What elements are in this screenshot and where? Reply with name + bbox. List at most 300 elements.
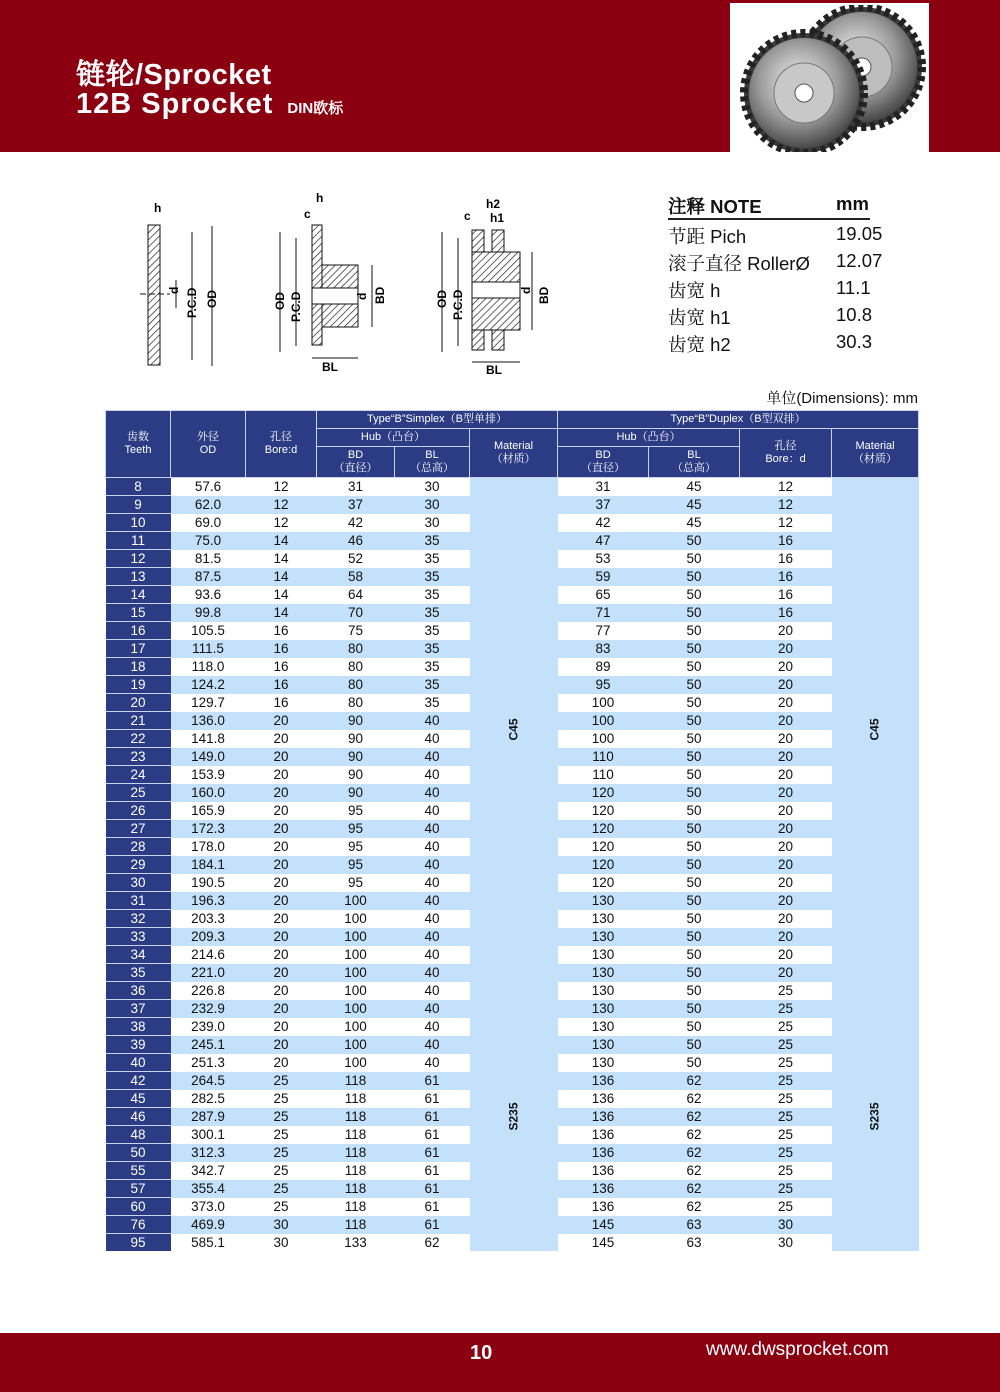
cell-teeth: 57 <box>106 1180 171 1198</box>
cell-od: 214.6 <box>171 946 246 964</box>
cell-bore: 20 <box>246 730 317 748</box>
cell-simplex-bd: 80 <box>317 676 395 694</box>
cell-simplex-bl: 35 <box>395 622 470 640</box>
cell-material-duplex <box>832 478 919 982</box>
cell-duplex-bore: 20 <box>740 964 832 982</box>
cell-simplex-bd: 90 <box>317 730 395 748</box>
cell-simplex-bl: 61 <box>395 1108 470 1126</box>
cell-simplex-bl: 40 <box>395 838 470 856</box>
note-row: 齿宽 h1 10.8 <box>668 304 873 328</box>
cell-bore: 20 <box>246 1018 317 1036</box>
cell-simplex-bl: 35 <box>395 568 470 586</box>
cell-duplex-bd: 71 <box>558 604 649 622</box>
cell-bore: 20 <box>246 1036 317 1054</box>
note-title: 注释 NOTE <box>668 196 762 217</box>
cell-duplex-bl: 63 <box>649 1234 740 1252</box>
cell-duplex-bl: 62 <box>649 1126 740 1144</box>
cell-duplex-bd: 47 <box>558 532 649 550</box>
cell-simplex-bd: 95 <box>317 856 395 874</box>
cell-simplex-bd: 100 <box>317 946 395 964</box>
cell-simplex-bl: 40 <box>395 748 470 766</box>
cell-duplex-bore: 25 <box>740 1108 832 1126</box>
cell-simplex-bl: 61 <box>395 1198 470 1216</box>
cell-teeth: 25 <box>106 784 171 802</box>
cell-material-simplex <box>470 982 558 1252</box>
plate-diagram <box>140 201 219 366</box>
cell-duplex-bore: 20 <box>740 676 832 694</box>
cell-duplex-bl: 50 <box>649 1054 740 1072</box>
cell-teeth: 8 <box>106 478 171 496</box>
cell-duplex-bore: 20 <box>740 712 832 730</box>
cell-od: 312.3 <box>171 1144 246 1162</box>
material-label: S235 <box>506 1102 521 1131</box>
cell-teeth: 23 <box>106 748 171 766</box>
cell-duplex-bl: 50 <box>649 766 740 784</box>
cell-bore: 25 <box>246 1108 317 1126</box>
cell-duplex-bd: 120 <box>558 802 649 820</box>
cell-bore: 20 <box>246 910 317 928</box>
label-od-3: OD <box>435 290 449 308</box>
cell-duplex-bore: 25 <box>740 982 832 1000</box>
cell-bore: 12 <box>246 478 317 496</box>
cell-teeth: 50 <box>106 1144 171 1162</box>
cell-simplex-bd: 75 <box>317 622 395 640</box>
cell-od: 57.6 <box>171 478 246 496</box>
cell-teeth: 37 <box>106 1000 171 1018</box>
cell-simplex-bd: 100 <box>317 910 395 928</box>
cell-simplex-bl: 30 <box>395 478 470 496</box>
cell-duplex-bd: 136 <box>558 1144 649 1162</box>
cell-teeth: 28 <box>106 838 171 856</box>
cell-duplex-bd: 136 <box>558 1126 649 1144</box>
cell-bore: 25 <box>246 1072 317 1090</box>
cell-teeth: 18 <box>106 658 171 676</box>
cell-teeth: 34 <box>106 946 171 964</box>
cell-od: 264.5 <box>171 1072 246 1090</box>
cell-duplex-bore: 25 <box>740 1144 832 1162</box>
cell-simplex-bd: 42 <box>317 514 395 532</box>
cell-bore: 20 <box>246 748 317 766</box>
header-bore-2: 孔径 Bore：d <box>740 429 832 478</box>
cell-simplex-bd: 95 <box>317 838 395 856</box>
cell-duplex-bd: 100 <box>558 730 649 748</box>
cell-bore: 14 <box>246 550 317 568</box>
cell-simplex-bd: 100 <box>317 1036 395 1054</box>
cell-duplex-bore: 12 <box>740 478 832 496</box>
cell-simplex-bl: 35 <box>395 586 470 604</box>
cell-od: 129.7 <box>171 694 246 712</box>
cell-duplex-bore: 20 <box>740 802 832 820</box>
cell-simplex-bd: 95 <box>317 874 395 892</box>
cell-od: 287.9 <box>171 1108 246 1126</box>
cell-simplex-bl: 40 <box>395 820 470 838</box>
cell-duplex-bd: 31 <box>558 478 649 496</box>
cell-od: 81.5 <box>171 550 246 568</box>
cell-duplex-bd: 136 <box>558 1090 649 1108</box>
cell-simplex-bl: 35 <box>395 532 470 550</box>
spec-table-body <box>106 478 919 1252</box>
cell-bore: 16 <box>246 640 317 658</box>
label-bl: BL <box>322 360 338 374</box>
cell-teeth: 40 <box>106 1054 171 1072</box>
header-hub: Hub（凸台） <box>317 429 470 447</box>
cell-duplex-bl: 50 <box>649 964 740 982</box>
cell-simplex-bd: 100 <box>317 1000 395 1018</box>
cell-simplex-bd: 31 <box>317 478 395 496</box>
cell-bore: 25 <box>246 1090 317 1108</box>
cell-duplex-bl: 50 <box>649 892 740 910</box>
cell-simplex-bd: 90 <box>317 784 395 802</box>
label-od-2: OD <box>273 292 287 310</box>
cell-simplex-bl: 40 <box>395 766 470 784</box>
cell-duplex-bl: 62 <box>649 1144 740 1162</box>
cell-duplex-bore: 16 <box>740 550 832 568</box>
cell-simplex-bl: 40 <box>395 982 470 1000</box>
cell-simplex-bl: 35 <box>395 550 470 568</box>
cell-simplex-bd: 100 <box>317 928 395 946</box>
cell-duplex-bd: 130 <box>558 1000 649 1018</box>
page-title: 链轮/Sprocket <box>76 59 272 91</box>
cell-duplex-bore: 25 <box>740 1126 832 1144</box>
table-row <box>106 982 919 1000</box>
cell-simplex-bd: 118 <box>317 1162 395 1180</box>
cell-od: 190.5 <box>171 874 246 892</box>
cell-duplex-bd: 120 <box>558 784 649 802</box>
cell-duplex-bl: 50 <box>649 874 740 892</box>
cell-bore: 20 <box>246 964 317 982</box>
cell-duplex-bore: 20 <box>740 730 832 748</box>
cell-teeth: 45 <box>106 1090 171 1108</box>
cell-teeth: 33 <box>106 928 171 946</box>
cell-duplex-bd: 130 <box>558 964 649 982</box>
cell-simplex-bd: 95 <box>317 802 395 820</box>
cell-duplex-bl: 50 <box>649 1000 740 1018</box>
cell-duplex-bore: 20 <box>740 856 832 874</box>
cell-simplex-bd: 46 <box>317 532 395 550</box>
note-row: 滚子直径 RollerØ 12.07 <box>668 250 883 274</box>
header-simplex: Type“B”Simplex（B型单排） <box>317 411 558 429</box>
cell-duplex-bl: 50 <box>649 1018 740 1036</box>
cell-bore: 30 <box>246 1234 317 1252</box>
cell-duplex-bl: 50 <box>649 676 740 694</box>
standard-label: DIN欧标 <box>287 100 344 117</box>
note-row: 齿宽 h 11.1 <box>668 277 871 301</box>
cell-duplex-bl: 45 <box>649 478 740 496</box>
cell-bore: 20 <box>246 856 317 874</box>
cell-duplex-bl: 45 <box>649 496 740 514</box>
cell-simplex-bd: 100 <box>317 1054 395 1072</box>
cell-duplex-bl: 45 <box>649 514 740 532</box>
cell-od: 226.8 <box>171 982 246 1000</box>
material-label: C45 <box>506 718 521 741</box>
cell-duplex-bore: 25 <box>740 1036 832 1054</box>
cell-od: 124.2 <box>171 676 246 694</box>
cell-simplex-bl: 40 <box>395 1018 470 1036</box>
cell-duplex-bd: 120 <box>558 820 649 838</box>
cell-duplex-bore: 20 <box>740 766 832 784</box>
header-material-2: Material （材质） <box>832 429 919 478</box>
cell-duplex-bl: 62 <box>649 1162 740 1180</box>
cell-teeth: 12 <box>106 550 171 568</box>
cell-simplex-bl: 40 <box>395 910 470 928</box>
cell-od: 165.9 <box>171 802 246 820</box>
cell-duplex-bd: 110 <box>558 748 649 766</box>
cell-duplex-bd: 136 <box>558 1108 649 1126</box>
cell-duplex-bore: 20 <box>740 622 832 640</box>
hub-duplex-diagram <box>435 197 551 377</box>
header-bd-2: BD （直径） <box>558 447 649 478</box>
cell-simplex-bd: 100 <box>317 1018 395 1036</box>
cell-simplex-bl: 61 <box>395 1090 470 1108</box>
cell-teeth: 46 <box>106 1108 171 1126</box>
cell-simplex-bd: 118 <box>317 1180 395 1198</box>
cell-od: 282.5 <box>171 1090 246 1108</box>
cell-teeth: 24 <box>106 766 171 784</box>
cell-simplex-bl: 35 <box>395 640 470 658</box>
cell-simplex-bl: 40 <box>395 928 470 946</box>
cell-duplex-bl: 50 <box>649 928 740 946</box>
cell-duplex-bl: 62 <box>649 1198 740 1216</box>
cell-duplex-bore: 20 <box>740 658 832 676</box>
label-h2: h2 <box>486 197 501 211</box>
cell-duplex-bd: 95 <box>558 676 649 694</box>
cell-bore: 25 <box>246 1180 317 1198</box>
cell-duplex-bd: 136 <box>558 1198 649 1216</box>
website: www.dwsprocket.com <box>706 1339 889 1360</box>
cell-bore: 14 <box>246 586 317 604</box>
cell-duplex-bd: 65 <box>558 586 649 604</box>
cell-simplex-bd: 95 <box>317 820 395 838</box>
cell-simplex-bl: 40 <box>395 1000 470 1018</box>
cell-teeth: 13 <box>106 568 171 586</box>
label-bd: BD <box>373 286 387 304</box>
cell-duplex-bl: 62 <box>649 1072 740 1090</box>
cell-simplex-bd: 133 <box>317 1234 395 1252</box>
header-duplex: Type“B”Duplex（B型双排） <box>558 411 919 429</box>
cell-teeth: 17 <box>106 640 171 658</box>
cell-duplex-bd: 130 <box>558 910 649 928</box>
cell-duplex-bd: 130 <box>558 982 649 1000</box>
cell-bore: 20 <box>246 1054 317 1072</box>
cell-duplex-bore: 30 <box>740 1216 832 1234</box>
cell-simplex-bl: 61 <box>395 1162 470 1180</box>
cell-teeth: 36 <box>106 982 171 1000</box>
cell-od: 160.0 <box>171 784 246 802</box>
cell-bore: 14 <box>246 568 317 586</box>
note-header <box>668 193 870 220</box>
cell-duplex-bore: 20 <box>740 928 832 946</box>
cell-teeth: 15 <box>106 604 171 622</box>
cell-duplex-bd: 136 <box>558 1072 649 1090</box>
label-h1: h1 <box>490 211 505 225</box>
header-bl: BL （总高） <box>395 447 470 478</box>
cell-teeth: 32 <box>106 910 171 928</box>
cell-bore: 20 <box>246 766 317 784</box>
cell-simplex-bl: 35 <box>395 676 470 694</box>
header-hub-2: Hub（凸台） <box>558 429 740 447</box>
label-h-2: h <box>316 191 324 205</box>
cell-duplex-bl: 50 <box>649 712 740 730</box>
cell-duplex-bl: 50 <box>649 550 740 568</box>
cell-duplex-bd: 130 <box>558 928 649 946</box>
hub-simplex-diagram <box>273 191 387 374</box>
cell-simplex-bl: 30 <box>395 514 470 532</box>
cell-duplex-bore: 16 <box>740 568 832 586</box>
cell-simplex-bl: 61 <box>395 1180 470 1198</box>
cell-duplex-bl: 50 <box>649 946 740 964</box>
cell-simplex-bl: 35 <box>395 658 470 676</box>
cell-simplex-bd: 118 <box>317 1072 395 1090</box>
cell-simplex-bl: 61 <box>395 1144 470 1162</box>
cell-teeth: 11 <box>106 532 171 550</box>
cell-duplex-bl: 50 <box>649 730 740 748</box>
cell-duplex-bl: 50 <box>649 694 740 712</box>
cell-teeth: 26 <box>106 802 171 820</box>
cell-duplex-bl: 50 <box>649 838 740 856</box>
cell-bore: 20 <box>246 802 317 820</box>
cell-duplex-bore: 30 <box>740 1234 832 1252</box>
cell-bore: 14 <box>246 532 317 550</box>
cell-simplex-bd: 118 <box>317 1144 395 1162</box>
cell-duplex-bore: 25 <box>740 1000 832 1018</box>
cell-duplex-bore: 25 <box>740 1180 832 1198</box>
cell-teeth: 10 <box>106 514 171 532</box>
cell-od: 196.3 <box>171 892 246 910</box>
cell-simplex-bd: 80 <box>317 640 395 658</box>
cell-duplex-bl: 50 <box>649 586 740 604</box>
cell-od: 342.7 <box>171 1162 246 1180</box>
cell-duplex-bd: 37 <box>558 496 649 514</box>
cell-simplex-bd: 58 <box>317 568 395 586</box>
note-panel <box>668 193 908 358</box>
cell-simplex-bd: 118 <box>317 1108 395 1126</box>
cell-duplex-bl: 50 <box>649 622 740 640</box>
cell-duplex-bd: 100 <box>558 712 649 730</box>
cell-duplex-bl: 62 <box>649 1108 740 1126</box>
cell-duplex-bd: 145 <box>558 1216 649 1234</box>
cell-duplex-bore: 20 <box>740 874 832 892</box>
cell-bore: 14 <box>246 604 317 622</box>
cell-teeth: 20 <box>106 694 171 712</box>
cell-simplex-bd: 118 <box>317 1126 395 1144</box>
cell-simplex-bl: 40 <box>395 712 470 730</box>
header-bore: 孔径 Bore:d <box>246 411 317 478</box>
header-bl-2: BL （总高） <box>649 447 740 478</box>
cell-simplex-bd: 70 <box>317 604 395 622</box>
label-c-2: c <box>464 209 471 223</box>
cell-teeth: 42 <box>106 1072 171 1090</box>
cell-simplex-bd: 52 <box>317 550 395 568</box>
cell-duplex-bd: 120 <box>558 874 649 892</box>
cell-teeth: 39 <box>106 1036 171 1054</box>
cell-duplex-bore: 20 <box>740 820 832 838</box>
cell-teeth: 60 <box>106 1198 171 1216</box>
cell-duplex-bore: 12 <box>740 496 832 514</box>
label-d: d <box>167 286 181 294</box>
page-subtitle: 12B Sprocket DIN欧标 <box>76 88 344 120</box>
cell-simplex-bl: 40 <box>395 874 470 892</box>
label-pcd-2: P.C.D <box>289 291 303 322</box>
cell-simplex-bl: 40 <box>395 1036 470 1054</box>
cell-simplex-bd: 90 <box>317 766 395 784</box>
cell-bore: 20 <box>246 712 317 730</box>
cell-duplex-bd: 83 <box>558 640 649 658</box>
cell-simplex-bd: 37 <box>317 496 395 514</box>
label-bl-2: BL <box>486 363 502 377</box>
cell-duplex-bd: 120 <box>558 838 649 856</box>
cell-simplex-bl: 62 <box>395 1234 470 1252</box>
cell-duplex-bl: 50 <box>649 784 740 802</box>
cell-teeth: 29 <box>106 856 171 874</box>
cell-duplex-bd: 130 <box>558 892 649 910</box>
cell-simplex-bd: 118 <box>317 1216 395 1234</box>
cell-od: 178.0 <box>171 838 246 856</box>
cell-bore: 16 <box>246 694 317 712</box>
cell-teeth: 14 <box>106 586 171 604</box>
cell-od: 87.5 <box>171 568 246 586</box>
label-od: OD <box>205 290 219 308</box>
cell-duplex-bd: 110 <box>558 766 649 784</box>
cell-od: 221.0 <box>171 964 246 982</box>
cell-duplex-bore: 20 <box>740 748 832 766</box>
cell-material-duplex <box>832 982 919 1252</box>
cell-duplex-bore: 25 <box>740 1162 832 1180</box>
cell-teeth: 35 <box>106 964 171 982</box>
cell-simplex-bl: 40 <box>395 784 470 802</box>
cell-teeth: 30 <box>106 874 171 892</box>
cell-teeth: 38 <box>106 1018 171 1036</box>
cell-bore: 20 <box>246 784 317 802</box>
cell-duplex-bd: 136 <box>558 1180 649 1198</box>
cell-simplex-bl: 35 <box>395 604 470 622</box>
note-unit: mm <box>836 193 869 214</box>
cell-duplex-bore: 20 <box>740 946 832 964</box>
cell-duplex-bore: 16 <box>740 586 832 604</box>
cell-teeth: 48 <box>106 1126 171 1144</box>
cell-duplex-bl: 50 <box>649 748 740 766</box>
cell-simplex-bd: 90 <box>317 712 395 730</box>
cell-duplex-bl: 50 <box>649 604 740 622</box>
cell-simplex-bl: 30 <box>395 496 470 514</box>
cell-bore: 20 <box>246 874 317 892</box>
cell-bore: 16 <box>246 676 317 694</box>
cell-simplex-bd: 90 <box>317 748 395 766</box>
cell-bore: 20 <box>246 892 317 910</box>
spec-table <box>105 410 919 1251</box>
cell-duplex-bd: 100 <box>558 694 649 712</box>
cell-duplex-bore: 16 <box>740 532 832 550</box>
label-pcd-3: P.C.D <box>451 289 465 320</box>
cell-duplex-bd: 59 <box>558 568 649 586</box>
note-row: 节距 Pich 19.05 <box>668 223 883 247</box>
cell-duplex-bd: 130 <box>558 1054 649 1072</box>
cell-duplex-bore: 16 <box>740 604 832 622</box>
table-row <box>106 478 919 496</box>
cell-od: 300.1 <box>171 1126 246 1144</box>
cell-bore: 20 <box>246 1000 317 1018</box>
note-row: 齿宽 h2 30.3 <box>668 331 873 355</box>
cell-od: 149.0 <box>171 748 246 766</box>
label-h: h <box>154 201 162 215</box>
material-label: S235 <box>867 1102 882 1131</box>
cell-simplex-bd: 118 <box>317 1198 395 1216</box>
cell-teeth: 55 <box>106 1162 171 1180</box>
cell-od: 355.4 <box>171 1180 246 1198</box>
cell-teeth: 19 <box>106 676 171 694</box>
cell-duplex-bl: 62 <box>649 1090 740 1108</box>
cell-duplex-bore: 20 <box>740 838 832 856</box>
label-bd-2: BD <box>537 286 551 304</box>
